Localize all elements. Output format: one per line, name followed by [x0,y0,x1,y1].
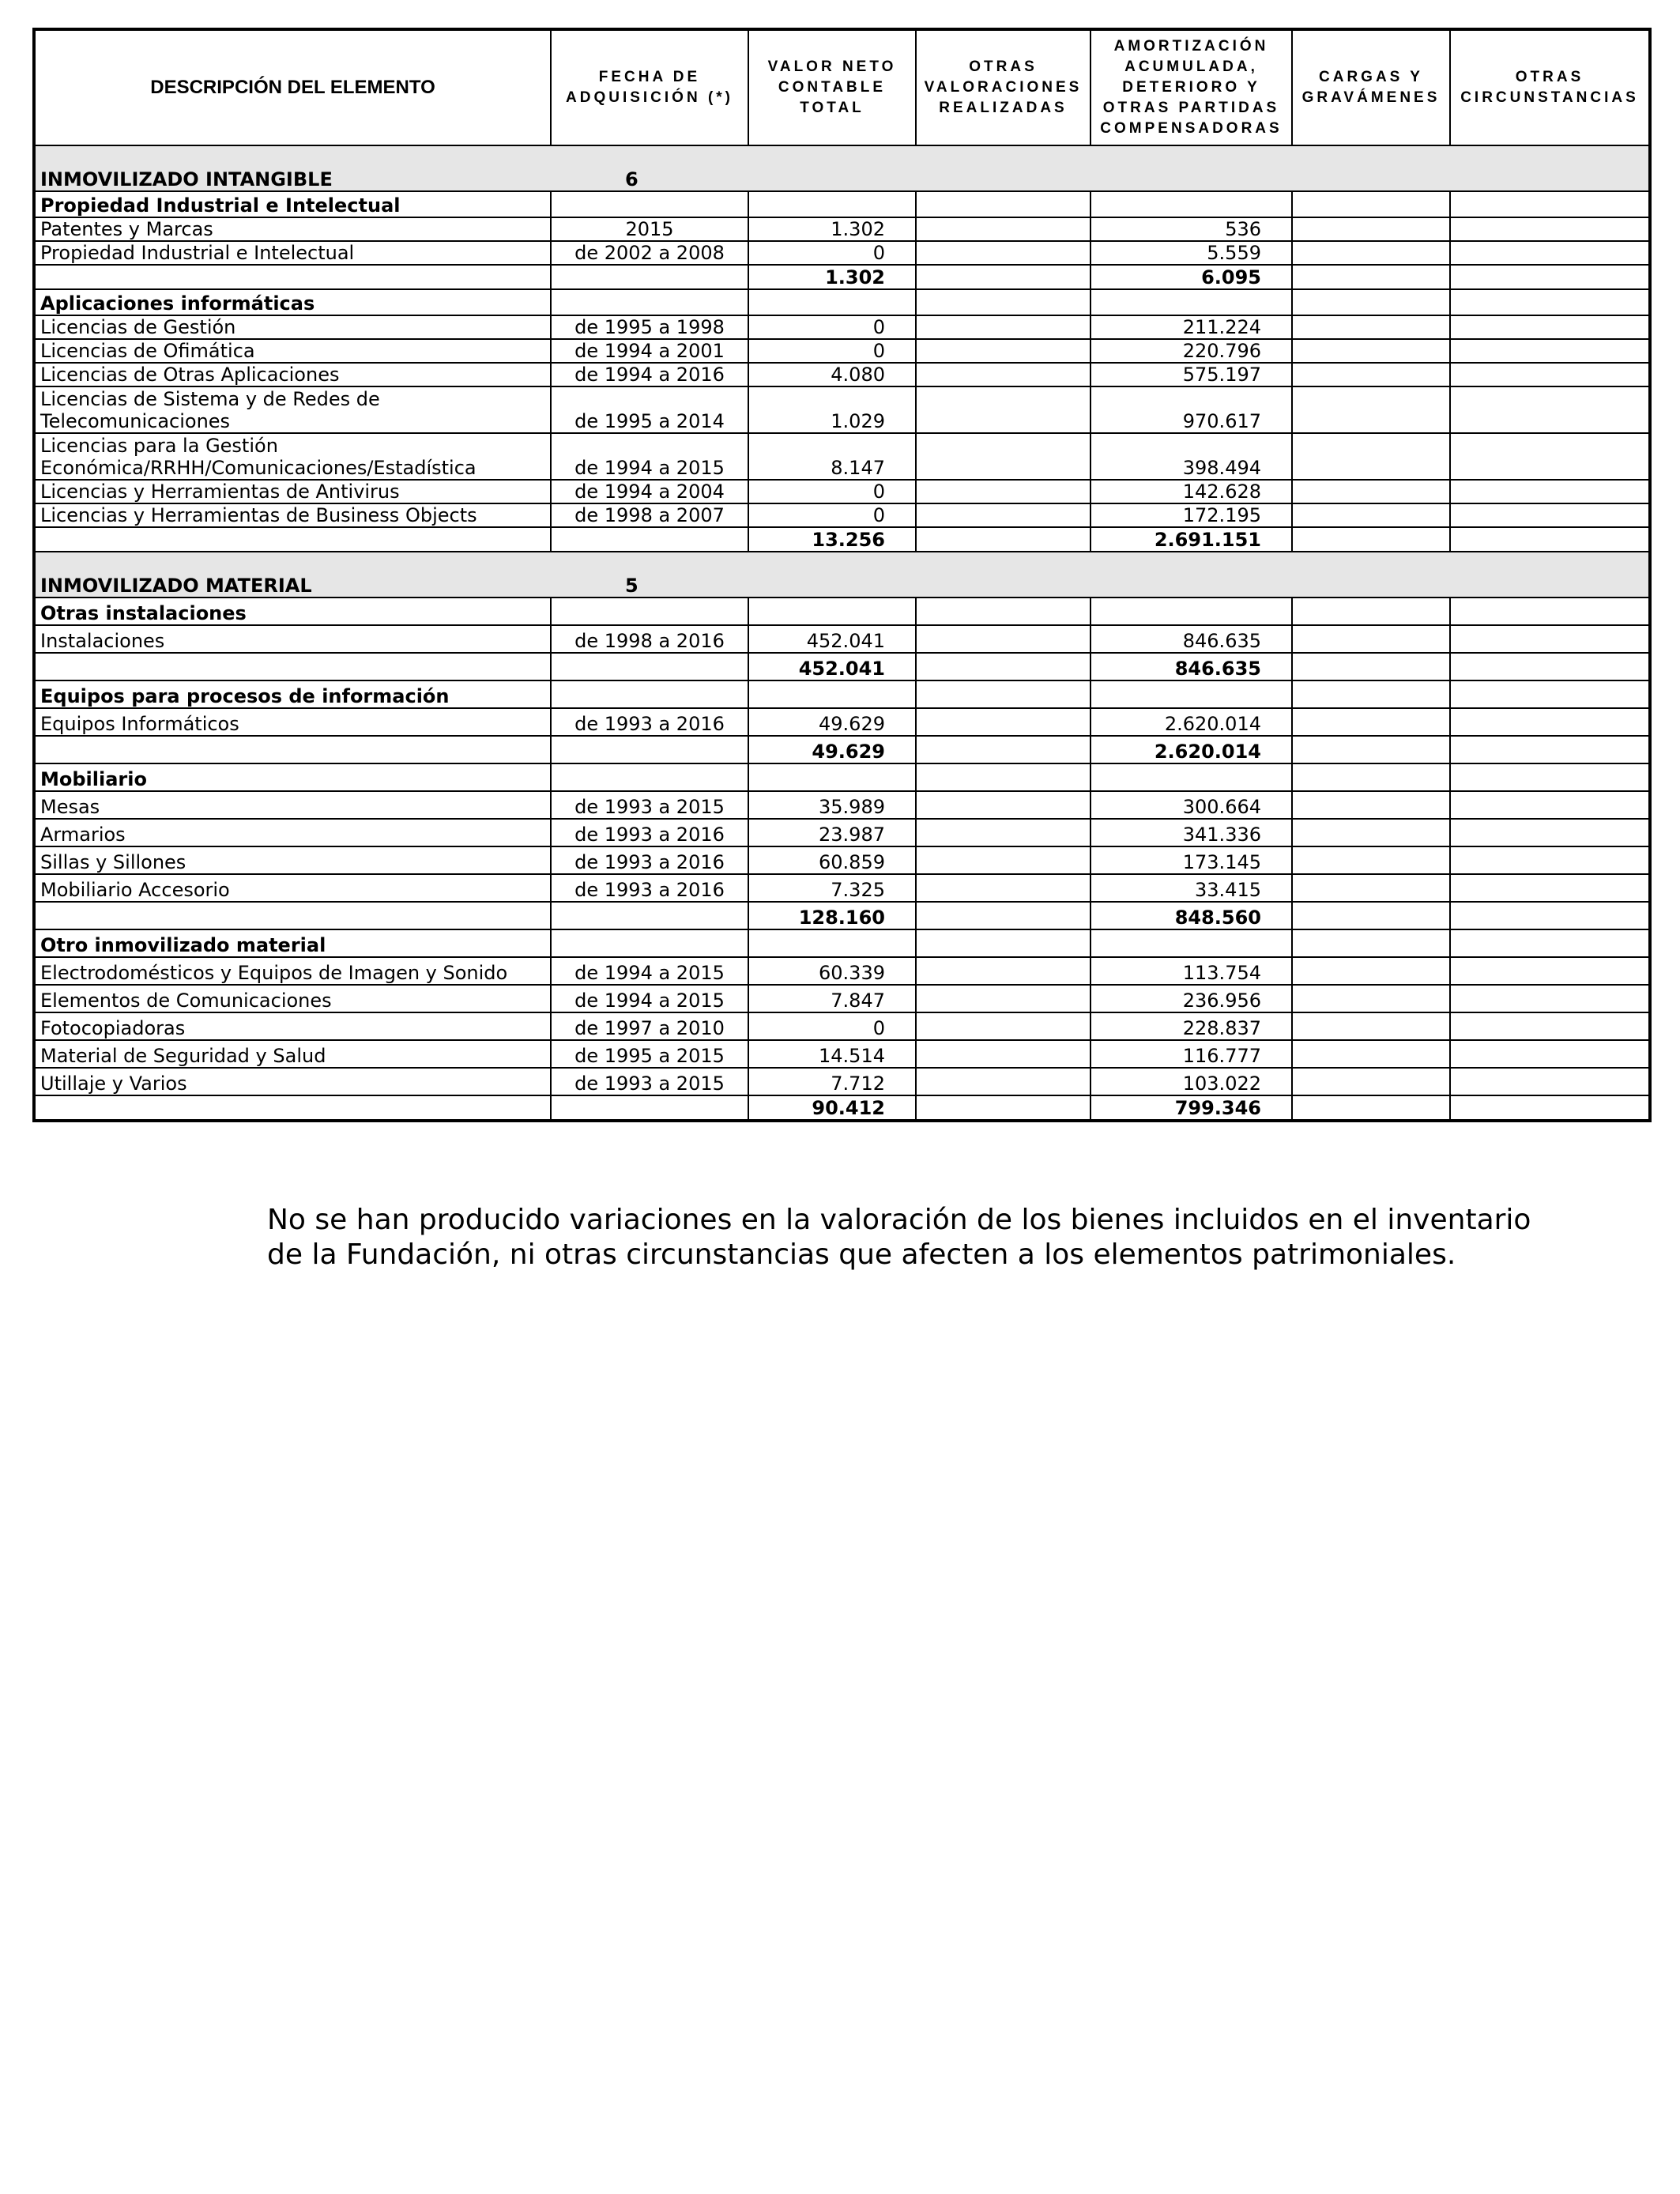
table-header-row [34,29,1650,145]
empty-cell [1292,736,1450,763]
empty-cell [34,527,551,552]
table-row [34,625,1650,653]
table-row [34,819,1650,846]
item-date: de 1998 a 2016 [551,625,748,653]
empty-cell [1292,957,1450,985]
empty-cell [916,929,1090,957]
item-amort: 172.195 [1090,503,1292,527]
empty-cell [34,902,551,929]
empty-cell [1450,527,1650,552]
item-valor: 7.325 [748,874,916,902]
empty-cell [1090,929,1292,957]
empty-cell [916,191,1090,217]
empty-cell [916,1040,1090,1068]
empty-cell [916,846,1090,874]
empty-cell [1450,929,1650,957]
group-name: INMOVILIZADO MATERIAL [40,575,312,597]
group-count: 6 [625,168,638,190]
empty-cell [1292,1095,1450,1121]
group-cell [34,552,1650,598]
header-amortizacion: AMORTIZACIÓN ACUMULADA, DETERIORO Y OTRAS PARTIDAS COMPENSADORAS [1090,29,1292,145]
empty-cell [916,653,1090,680]
empty-cell [916,527,1090,552]
empty-cell [1090,598,1292,625]
item-amort: 536 [1090,217,1292,241]
empty-cell [551,289,748,315]
item-date: de 1994 a 2001 [551,339,748,363]
item-valor: 0 [748,503,916,527]
empty-cell [916,985,1090,1012]
item-amort: 211.224 [1090,315,1292,339]
item-valor: 1.029 [748,386,916,433]
empty-cell [1450,386,1650,433]
item-valor: 14.514 [748,1040,916,1068]
item-name: Licencias de Gestión [34,315,551,339]
empty-cell [1450,1068,1650,1095]
empty-cell [1292,985,1450,1012]
empty-cell [916,386,1090,433]
subtotal-valor: 90.412 [748,1095,916,1121]
item-amort: 5.559 [1090,241,1292,265]
empty-cell [1450,503,1650,527]
empty-cell [1292,217,1450,241]
item-amort: 575.197 [1090,363,1292,386]
item-amort: 220.796 [1090,339,1292,363]
empty-cell [551,598,748,625]
empty-cell [1292,1012,1450,1040]
empty-cell [1090,191,1292,217]
empty-cell [551,265,748,289]
empty-cell [916,791,1090,819]
item-date: de 1995 a 2014 [551,386,748,433]
empty-cell [916,1012,1090,1040]
empty-cell [1450,363,1650,386]
empty-cell [551,191,748,217]
item-name: Material de Seguridad y Salud [34,1040,551,1068]
empty-cell [1292,791,1450,819]
item-valor: 60.339 [748,957,916,985]
item-name: Sillas y Sillones [34,846,551,874]
item-name: Patentes y Marcas [34,217,551,241]
empty-cell [551,763,748,791]
item-amort: 341.336 [1090,819,1292,846]
header-otras-valoraciones: OTRAS VALORACIONES REALIZADAS [916,29,1090,145]
header-valor-neto: VALOR NETO CONTABLE TOTAL [748,29,916,145]
subtotal-row [34,1095,1650,1121]
header-fecha-adquisicion: FECHA DE ADQUISICIÓN (*) [551,29,748,145]
empty-cell [1292,527,1450,552]
group-row [34,145,1650,191]
table-row [34,480,1650,503]
item-name-line-2: Telecomunicaciones [40,410,231,432]
empty-cell [1090,289,1292,315]
subtotal-amort: 848.560 [1090,902,1292,929]
group-cell [34,145,1650,191]
item-name: Licencias de Ofimática [34,339,551,363]
item-valor: 0 [748,315,916,339]
subtotal-row [34,527,1650,552]
item-name: Licencias y Herramientas de Business Objects [34,503,551,527]
empty-cell [1450,315,1650,339]
item-name: Fotocopiadoras [34,1012,551,1040]
table-row [34,985,1650,1012]
empty-cell [1292,902,1450,929]
table-row [34,315,1650,339]
empty-cell [1292,480,1450,503]
empty-cell [551,736,748,763]
empty-cell [1450,680,1650,708]
subgroup-row [34,598,1650,625]
empty-cell [1292,191,1450,217]
empty-cell [1450,480,1650,503]
item-date: de 1993 a 2016 [551,846,748,874]
item-name-line-1: Licencias para la Gestión [40,435,278,457]
subtotal-amort: 2.691.151 [1090,527,1292,552]
item-amort: 2.620.014 [1090,708,1292,736]
empty-cell [1450,736,1650,763]
empty-cell [748,929,916,957]
empty-cell [1450,265,1650,289]
item-date: de 1994 a 2004 [551,480,748,503]
item-valor: 0 [748,1012,916,1040]
item-date: de 1997 a 2010 [551,1012,748,1040]
empty-cell [1450,819,1650,846]
subgroup-name: Otro inmovilizado material [34,929,551,957]
empty-cell [1292,503,1450,527]
empty-cell [916,680,1090,708]
empty-cell [1292,625,1450,653]
empty-cell [551,1095,748,1121]
empty-cell [1292,363,1450,386]
empty-cell [34,653,551,680]
empty-cell [748,191,916,217]
subtotal-amort: 6.095 [1090,265,1292,289]
empty-cell [1292,819,1450,846]
empty-cell [1450,1012,1650,1040]
empty-cell [551,902,748,929]
item-amort: 300.664 [1090,791,1292,819]
table-row [34,241,1650,265]
subtotal-valor: 49.629 [748,736,916,763]
empty-cell [34,265,551,289]
subgroup-row [34,289,1650,315]
item-name [34,386,551,433]
empty-cell [551,653,748,680]
empty-cell [1292,653,1450,680]
table-row [34,957,1650,985]
empty-cell [1292,433,1450,480]
subtotal-valor: 1.302 [748,265,916,289]
empty-cell [916,480,1090,503]
empty-cell [748,763,916,791]
empty-cell [1292,339,1450,363]
item-name: Licencias y Herramientas de Antivirus [34,480,551,503]
empty-cell [1292,598,1450,625]
footnote-line-1: No se han producido variaciones en la valoración de los bienes incluidos en el inventario [267,1204,1531,1236]
item-date: de 1995 a 1998 [551,315,748,339]
item-amort: 398.494 [1090,433,1292,480]
item-name: Mobiliario Accesorio [34,874,551,902]
empty-cell [916,433,1090,480]
subtotal-amort: 799.346 [1090,1095,1292,1121]
item-valor: 7.847 [748,985,916,1012]
empty-cell [1450,433,1650,480]
table-row [34,363,1650,386]
empty-cell [1292,386,1450,433]
subtotal-valor: 13.256 [748,527,916,552]
header-otras-circunstancias: OTRAS CIRCUNSTANCIAS [1450,29,1650,145]
item-date: de 1994 a 2015 [551,433,748,480]
item-amort: 113.754 [1090,957,1292,985]
item-date: de 1994 a 2015 [551,985,748,1012]
item-amort: 142.628 [1090,480,1292,503]
empty-cell [551,929,748,957]
table-row [34,846,1650,874]
subgroup-name: Otras instalaciones [34,598,551,625]
table-row [34,874,1650,902]
empty-cell [748,680,916,708]
item-valor: 7.712 [748,1068,916,1095]
empty-cell [916,819,1090,846]
item-amort: 116.777 [1090,1040,1292,1068]
item-valor: 23.987 [748,819,916,846]
inventory-table [32,28,1652,1122]
item-name: Propiedad Industrial e Intelectual [34,241,551,265]
item-valor: 0 [748,241,916,265]
empty-cell [916,763,1090,791]
item-name [34,433,551,480]
item-valor: 35.989 [748,791,916,819]
table-row [34,708,1650,736]
empty-cell [1292,680,1450,708]
empty-cell [1292,241,1450,265]
empty-cell [916,363,1090,386]
item-valor: 49.629 [748,708,916,736]
empty-cell [1292,1040,1450,1068]
empty-cell [1450,217,1650,241]
table-row [34,1040,1650,1068]
empty-cell [1450,1040,1650,1068]
empty-cell [1450,339,1650,363]
item-date: de 1994 a 2015 [551,957,748,985]
subgroup-row [34,929,1650,957]
empty-cell [1090,763,1292,791]
table-row [34,339,1650,363]
item-name: Equipos Informáticos [34,708,551,736]
empty-cell [916,902,1090,929]
subgroup-name: Propiedad Industrial e Intelectual [34,191,551,217]
empty-cell [1450,846,1650,874]
item-amort: 228.837 [1090,1012,1292,1040]
empty-cell [551,527,748,552]
empty-cell [1292,929,1450,957]
item-valor: 60.859 [748,846,916,874]
empty-cell [748,289,916,315]
empty-cell [916,1095,1090,1121]
item-amort: 173.145 [1090,846,1292,874]
empty-cell [916,339,1090,363]
item-valor: 8.147 [748,433,916,480]
footnote [267,1203,1610,1272]
empty-cell [1450,241,1650,265]
empty-cell [1450,874,1650,902]
subtotal-valor: 128.160 [748,902,916,929]
item-date: de 1993 a 2016 [551,708,748,736]
subtotal-row [34,736,1650,763]
empty-cell [916,217,1090,241]
table-row [34,433,1650,480]
empty-cell [1450,1095,1650,1121]
table-row [34,1012,1650,1040]
item-date: de 1995 a 2015 [551,1040,748,1068]
item-name-line-2: Económica/RRHH/Comunicaciones/Estadística [40,457,477,479]
empty-cell [1450,902,1650,929]
empty-cell [916,315,1090,339]
item-valor: 452.041 [748,625,916,653]
subgroup-row [34,191,1650,217]
empty-cell [551,680,748,708]
empty-cell [1090,680,1292,708]
empty-cell [1450,191,1650,217]
item-amort: 236.956 [1090,985,1292,1012]
empty-cell [916,1068,1090,1095]
empty-cell [1450,708,1650,736]
empty-cell [916,874,1090,902]
empty-cell [1292,1068,1450,1095]
empty-cell [1292,315,1450,339]
table-row [34,791,1650,819]
item-name-line-1: Licencias de Sistema y de Redes de [40,388,380,410]
empty-cell [1292,708,1450,736]
empty-cell [1450,598,1650,625]
empty-cell [1450,985,1650,1012]
table-row [34,386,1650,433]
item-date: de 2002 a 2008 [551,241,748,265]
item-date: de 1993 a 2015 [551,1068,748,1095]
item-date: de 1993 a 2016 [551,874,748,902]
empty-cell [1450,763,1650,791]
group-count: 5 [625,575,638,597]
item-amort: 103.022 [1090,1068,1292,1095]
item-name: Electrodomésticos y Equipos de Imagen y Sonido [34,957,551,985]
group-name: INMOVILIZADO INTANGIBLE [40,168,333,190]
subtotal-amort: 846.635 [1090,653,1292,680]
item-date: 2015 [551,217,748,241]
empty-cell [1292,846,1450,874]
empty-cell [1292,874,1450,902]
empty-cell [1450,653,1650,680]
header-descripcion: DESCRIPCIÓN DEL ELEMENTO [34,29,551,145]
item-date: de 1993 a 2016 [551,819,748,846]
subgroup-row [34,763,1650,791]
subgroup-row [34,680,1650,708]
item-name: Armarios [34,819,551,846]
empty-cell [1450,957,1650,985]
empty-cell [748,598,916,625]
empty-cell [916,241,1090,265]
header-cargas: CARGAS Y GRAVÁMENES [1292,29,1450,145]
empty-cell [916,265,1090,289]
table-body [34,145,1650,1121]
item-valor: 1.302 [748,217,916,241]
empty-cell [1292,265,1450,289]
empty-cell [1450,625,1650,653]
table-row [34,503,1650,527]
empty-cell [1450,289,1650,315]
item-date: de 1998 a 2007 [551,503,748,527]
item-name: Licencias de Otras Aplicaciones [34,363,551,386]
empty-cell [916,708,1090,736]
empty-cell [916,957,1090,985]
item-amort: 33.415 [1090,874,1292,902]
subtotal-row [34,265,1650,289]
table-row [34,217,1650,241]
item-amort: 970.617 [1090,386,1292,433]
item-valor: 0 [748,480,916,503]
subgroup-name: Aplicaciones informáticas [34,289,551,315]
empty-cell [916,736,1090,763]
subtotal-valor: 452.041 [748,653,916,680]
item-name: Elementos de Comunicaciones [34,985,551,1012]
empty-cell [34,736,551,763]
item-date: de 1994 a 2016 [551,363,748,386]
item-valor: 4.080 [748,363,916,386]
subtotal-row [34,902,1650,929]
empty-cell [1450,791,1650,819]
item-name: Instalaciones [34,625,551,653]
empty-cell [916,503,1090,527]
subgroup-name: Equipos para procesos de información [34,680,551,708]
table-row [34,1068,1650,1095]
subtotal-amort: 2.620.014 [1090,736,1292,763]
empty-cell [1292,289,1450,315]
empty-cell [916,598,1090,625]
item-date: de 1993 a 2015 [551,791,748,819]
empty-cell [916,625,1090,653]
subgroup-name: Mobiliario [34,763,551,791]
item-name: Mesas [34,791,551,819]
group-row [34,552,1650,598]
empty-cell [916,289,1090,315]
footnote-line-2: de la Fundación, ni otras circunstancias que afecten a los elementos patrimoniales. [267,1238,1456,1271]
subtotal-row [34,653,1650,680]
item-valor: 0 [748,339,916,363]
empty-cell [1292,763,1450,791]
empty-cell [34,1095,551,1121]
item-amort: 846.635 [1090,625,1292,653]
item-name: Utillaje y Varios [34,1068,551,1095]
